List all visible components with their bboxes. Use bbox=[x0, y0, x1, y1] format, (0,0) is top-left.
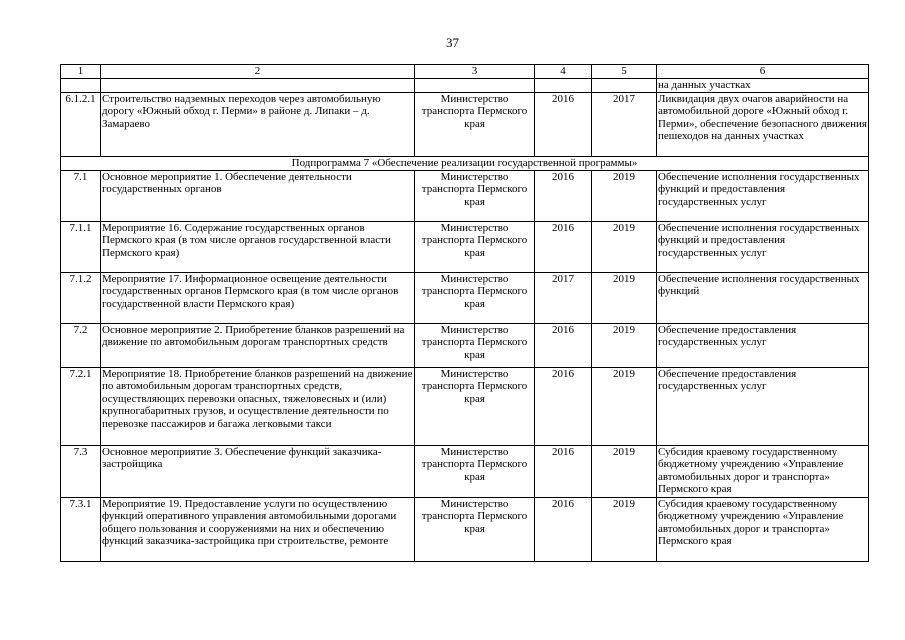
row-number: 7.1.2 bbox=[61, 272, 101, 323]
row-end-year: 2019 bbox=[592, 323, 657, 367]
row-end-year: 2019 bbox=[592, 367, 657, 445]
row-result: на данных участках bbox=[657, 79, 869, 93]
table-row bbox=[61, 272, 869, 323]
row-end-year: 2019 bbox=[592, 445, 657, 497]
row-result: Обеспечение исполнения государственных функций и предоставления государственных услуг bbox=[657, 221, 869, 272]
table-row bbox=[61, 367, 869, 445]
row-start-year bbox=[535, 79, 592, 93]
row-end-year: 2019 bbox=[592, 272, 657, 323]
row-end-year: 2019 bbox=[592, 170, 657, 221]
row-start-year: 2016 bbox=[535, 221, 592, 272]
row-result: Субсидия краевому государственному бюджетному учреждению «Управление автомобильных дорог и транспорта» Пермского края bbox=[657, 497, 869, 561]
row-end-year bbox=[592, 79, 657, 93]
row-executor: Министерство транспорта Пермского края bbox=[415, 323, 535, 367]
row-number: 7.2 bbox=[61, 323, 101, 367]
row-executor: Министерство транспорта Пермского края bbox=[415, 170, 535, 221]
row-name: Основное мероприятие 1. Обеспечение деятельности государственных органов bbox=[101, 170, 415, 221]
row-executor: Министерство транспорта Пермского края bbox=[415, 221, 535, 272]
row-executor bbox=[415, 79, 535, 93]
page-number: 37 bbox=[446, 35, 459, 50]
row-start-year: 2016 bbox=[535, 170, 592, 221]
header-cell: 3 bbox=[415, 65, 535, 79]
row-executor: Министерство транспорта Пермского края bbox=[415, 497, 535, 561]
row-number: 7.1.1 bbox=[61, 221, 101, 272]
table-row bbox=[61, 79, 869, 93]
row-name: Мероприятие 17. Информационное освещение деятельности государственных органов Пермского края (в том числе органов государственной власти Пермского края) bbox=[101, 272, 415, 323]
row-number: 7.3 bbox=[61, 445, 101, 497]
row-number bbox=[61, 79, 101, 93]
table-row bbox=[61, 92, 869, 156]
row-start-year: 2016 bbox=[535, 497, 592, 561]
row-result: Обеспечение исполнения государственных функций bbox=[657, 272, 869, 323]
row-name: Основное мероприятие 3. Обеспечение функций заказчика-застройщика bbox=[101, 445, 415, 497]
header-row bbox=[61, 65, 869, 79]
header-cell: 2 bbox=[101, 65, 415, 79]
table-row bbox=[61, 497, 869, 561]
row-number: 6.1.2.1 bbox=[61, 92, 101, 156]
row-end-year: 2019 bbox=[592, 221, 657, 272]
table-row bbox=[61, 221, 869, 272]
row-number: 7.3.1 bbox=[61, 497, 101, 561]
row-name: Мероприятие 18. Приобретение бланков разрешений на движение по автомобильным дорогам транспортных средств, осуществляющих перевозки опасных, тяжеловесных и (или) крупногабаритных грузов, и осуществление деятельности по перевозке пассажиров и багажа легковыми такси bbox=[101, 367, 415, 445]
header-cell: 5 bbox=[592, 65, 657, 79]
row-result: Обеспечение предоставления государственных услуг bbox=[657, 367, 869, 445]
row-executor: Министерство транспорта Пермского края bbox=[415, 92, 535, 156]
row-name: Мероприятие 16. Содержание государственных органов Пермского края (в том числе органов государственной власти Пермского края) bbox=[101, 221, 415, 272]
table-row bbox=[61, 445, 869, 497]
row-name: Основное мероприятие 2. Приобретение бланков разрешений на движение по автомобильным дорогам транспортных средств bbox=[101, 323, 415, 367]
header-cell: 4 bbox=[535, 65, 592, 79]
row-name: Строительство надземных переходов через автомобильную дорогу «Южный обход г. Перми» в районе д. Липаки – д. Замараево bbox=[101, 92, 415, 156]
row-result: Обеспечение предоставления государственных услуг bbox=[657, 323, 869, 367]
row-number: 7.1 bbox=[61, 170, 101, 221]
row-name bbox=[101, 79, 415, 93]
row-number: 7.2.1 bbox=[61, 367, 101, 445]
row-start-year: 2016 bbox=[535, 367, 592, 445]
row-result: Ликвидация двух очагов аварийности на автомобильной дороге «Южный обход г. Перми», обеспечение безопасного движения пешеходов на данных участках bbox=[657, 92, 869, 156]
table-row bbox=[61, 323, 869, 367]
row-executor: Министерство транспорта Пермского края bbox=[415, 445, 535, 497]
subprogram-row bbox=[61, 156, 869, 170]
row-start-year: 2016 bbox=[535, 323, 592, 367]
row-end-year: 2019 bbox=[592, 497, 657, 561]
row-start-year: 2016 bbox=[535, 92, 592, 156]
subprogram-title: Подпрограмма 7 «Обеспечение реализации государственной программы» bbox=[61, 156, 869, 170]
row-executor: Министерство транспорта Пермского края bbox=[415, 272, 535, 323]
row-end-year: 2017 bbox=[592, 92, 657, 156]
row-result: Субсидия краевому государственному бюджетному учреждению «Управление автомобильных дорог и транспорта» Пермского края bbox=[657, 445, 869, 497]
row-result: Обеспечение исполнения государственных функций и предоставления государственных услуг bbox=[657, 170, 869, 221]
table-row bbox=[61, 170, 869, 221]
row-executor: Министерство транспорта Пермского края bbox=[415, 367, 535, 445]
header-cell: 6 bbox=[657, 65, 869, 79]
program-table bbox=[60, 64, 869, 562]
header-cell: 1 bbox=[61, 65, 101, 79]
row-start-year: 2016 bbox=[535, 445, 592, 497]
row-name: Мероприятие 19. Предоставление услуги по осуществлению функций оперативного управления автомобильными дорогами общего пользования и сооружениями на них и обеспечению функций заказчика-застройщика при строительстве, ремонте bbox=[101, 497, 415, 561]
row-start-year: 2017 bbox=[535, 272, 592, 323]
